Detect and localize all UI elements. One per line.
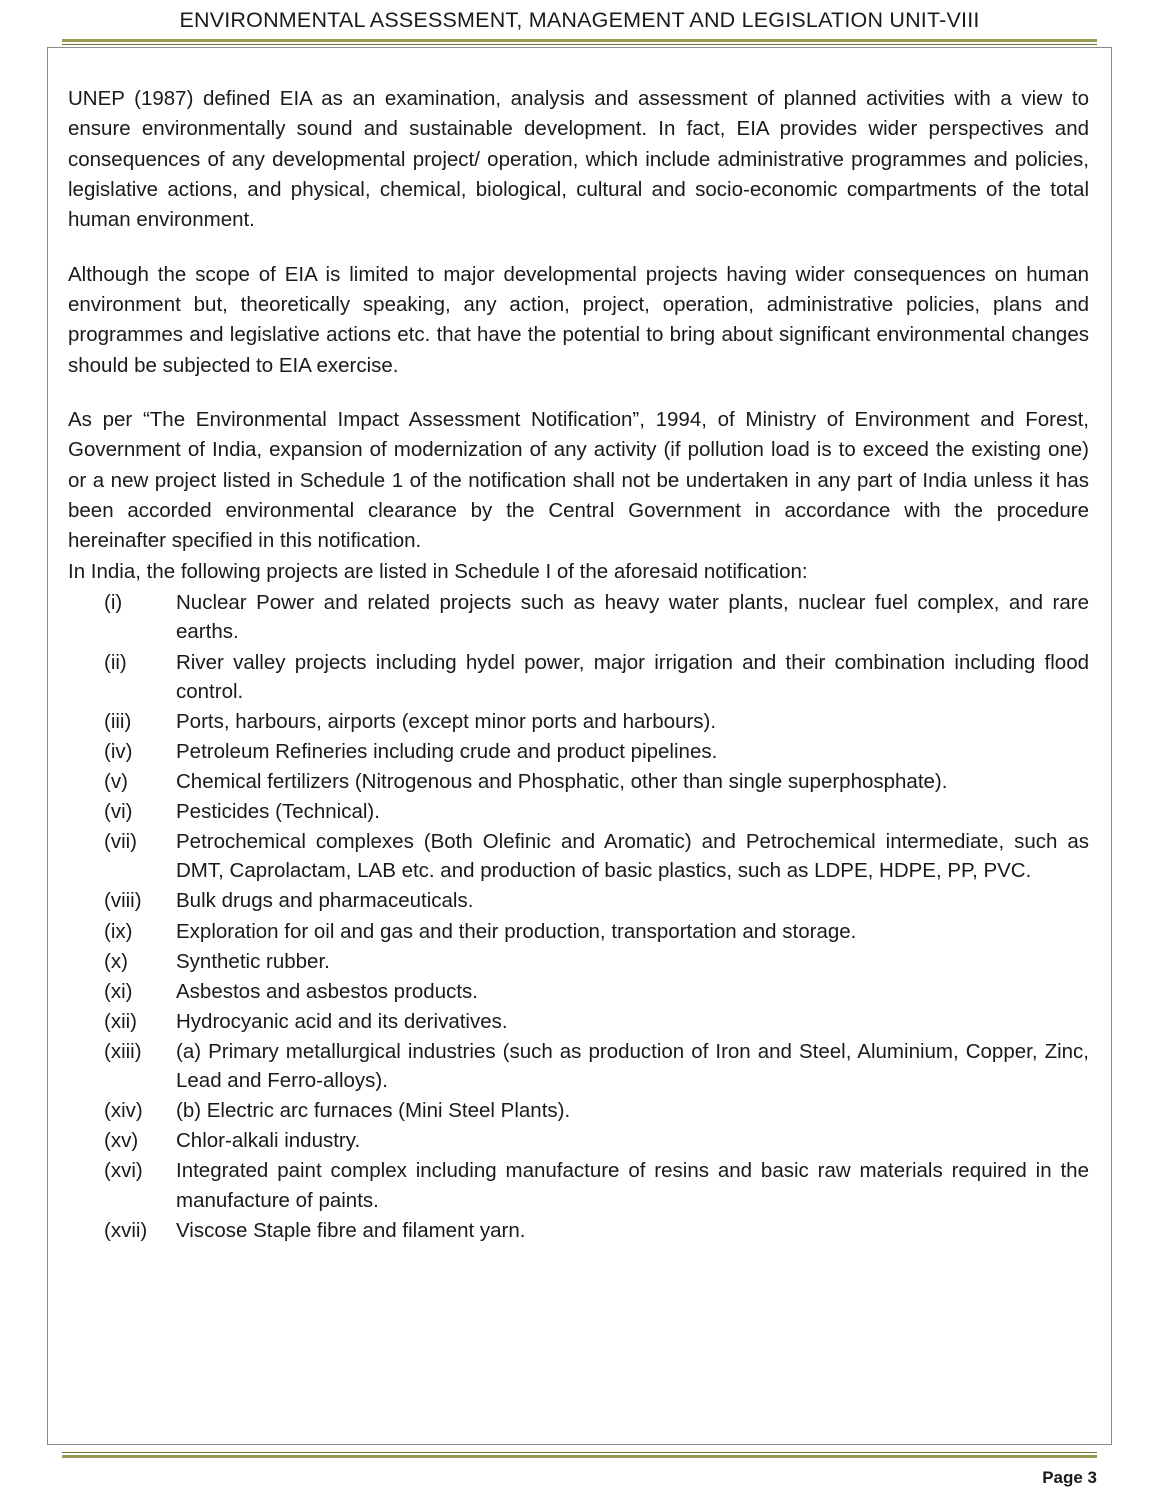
schedule-lead-in: In India, the following projects are listed in Schedule I of the aforesaid notification: (68, 559, 808, 583)
list-item-number: (xi) (104, 979, 133, 1003)
content-body (48, 48, 1111, 1256)
list-item (104, 917, 1089, 946)
list-item (104, 1156, 1089, 1214)
list-item (104, 1216, 1089, 1245)
list-item-text: (b) Electric arc furnaces (Mini Steel Plants). (176, 1099, 571, 1123)
list-item-number: (v) (104, 769, 128, 793)
page-header (0, 0, 1159, 39)
list-item-text: Petrochemical complexes (Both Olefinic and Aromatic) and Petrochemical intermediate, such as DMT, Caprolactam, LAB etc. and production of basic plastics, such as LDPE, HDPE, PP, PVC. (176, 830, 1089, 883)
list-item (104, 1096, 1089, 1125)
list-item-number: (iv) (104, 739, 133, 763)
list-item-number: (i) (104, 591, 123, 615)
list-item-text: Integrated paint complex including manufacture of resins and basic raw materials required in the manufacture of paints. (176, 1159, 1089, 1212)
list-item-text: Viscose Staple fibre and filament yarn. (176, 1218, 526, 1242)
list-item-number: (x) (104, 949, 128, 973)
list-item-number: (xvii) (104, 1218, 148, 1242)
list-item-number: (xv) (104, 1129, 139, 1153)
list-item (104, 767, 1089, 796)
footer-divider (62, 1452, 1097, 1458)
list-item (104, 886, 1089, 915)
header-title: ENVIRONMENTAL ASSESSMENT, MANAGEMENT AND LEGISLATION UNIT-VIII (179, 8, 980, 32)
list-item-text: Petroleum Refineries including crude and product pipelines. (176, 739, 718, 763)
list-item-number: (xii) (104, 1009, 138, 1033)
list-item (104, 977, 1089, 1006)
list-item-text: Nuclear Power and related projects such as heavy water plants, nuclear fuel complex, and rare earths. (176, 591, 1089, 644)
list-item (104, 737, 1089, 766)
list-item-text: (a) Primary metallurgical industries (such as production of Iron and Steel, Aluminium, Copper, Zinc, Lead and Ferro-alloys). (176, 1039, 1089, 1093)
list-item (104, 1007, 1089, 1036)
list-item-text: Asbestos and asbestos products. (176, 979, 478, 1003)
list-item-text: Synthetic rubber. (176, 949, 330, 973)
list-item (104, 648, 1089, 706)
list-item-text: Ports, harbours, airports (except minor ports and harbours). (176, 709, 717, 733)
paragraph-scope-of-eia: Although the scope of EIA is limited to major developmental projects having wider consequences on human environment but, theoretically speaking, any action, project, operation, administrative policies, plans and programmes and legislative actions etc. that have the potential to bring about significant environmental changes should be subjected to EIA exercise. (68, 262, 1089, 377)
list-item-text: Bulk drugs and pharmaceuticals. (176, 889, 474, 913)
list-item-text: Chlor-alkali industry. (176, 1129, 361, 1153)
list-item (104, 588, 1089, 646)
list-item-number: (vi) (104, 800, 133, 824)
list-item-number: (xiii) (104, 1039, 142, 1063)
content-frame (47, 47, 1112, 1445)
list-item (104, 707, 1089, 736)
paragraph-notification-1994: As per “The Environmental Impact Assessment Notification”, 1994, of Ministry of Environment and Forest, Government of India, expansion of modernization of any activity (if pollution load is to exceed the existing one) or a new project listed in Schedule 1 of the notification shall not be undertaken in any part of India unless it has been accorded environmental clearance by the Central Government in accordance with the procedure hereinafter specified in this notification. (68, 407, 1089, 553)
list-item-number: (vii) (104, 830, 138, 854)
list-item-text: Chemical fertilizers (Nitrogenous and Phosphatic, other than single superphosphate). (176, 769, 948, 793)
list-item-text: River valley projects including hydel power, major irrigation and their combination including flood control. (176, 650, 1089, 703)
list-item-number: (viii) (104, 889, 142, 913)
list-item (104, 947, 1089, 976)
schedule-list (68, 588, 1089, 1244)
list-item-number: (iii) (104, 709, 132, 733)
list-item (104, 1037, 1089, 1095)
list-item-text: Pesticides (Technical). (176, 800, 380, 824)
paragraph-unep-definition: UNEP (1987) defined EIA as an examination, analysis and assessment of planned activities with a view to ensure environmentally sound and sustainable development. In fact, EIA provides wider perspectives and consequences of any developmental project/ operation, which include administrative programmes and policies, legislative actions, and physical, chemical, biological, cultural and socio-economic compartments of the total human environment. (68, 87, 1089, 232)
list-item-text: Exploration for oil and gas and their production, transportation and storage. (176, 919, 857, 943)
page-number: Page 3 (1042, 1468, 1097, 1487)
list-item-number: (xvi) (104, 1159, 143, 1183)
list-item-text: Hydrocyanic acid and its derivatives. (176, 1009, 508, 1033)
list-item (104, 1126, 1089, 1155)
list-item-number: (xiv) (104, 1099, 143, 1123)
list-item (104, 797, 1089, 826)
list-item-number: (ii) (104, 650, 127, 674)
list-item (104, 827, 1089, 885)
list-item-number: (ix) (104, 919, 133, 943)
header-divider (62, 39, 1097, 45)
